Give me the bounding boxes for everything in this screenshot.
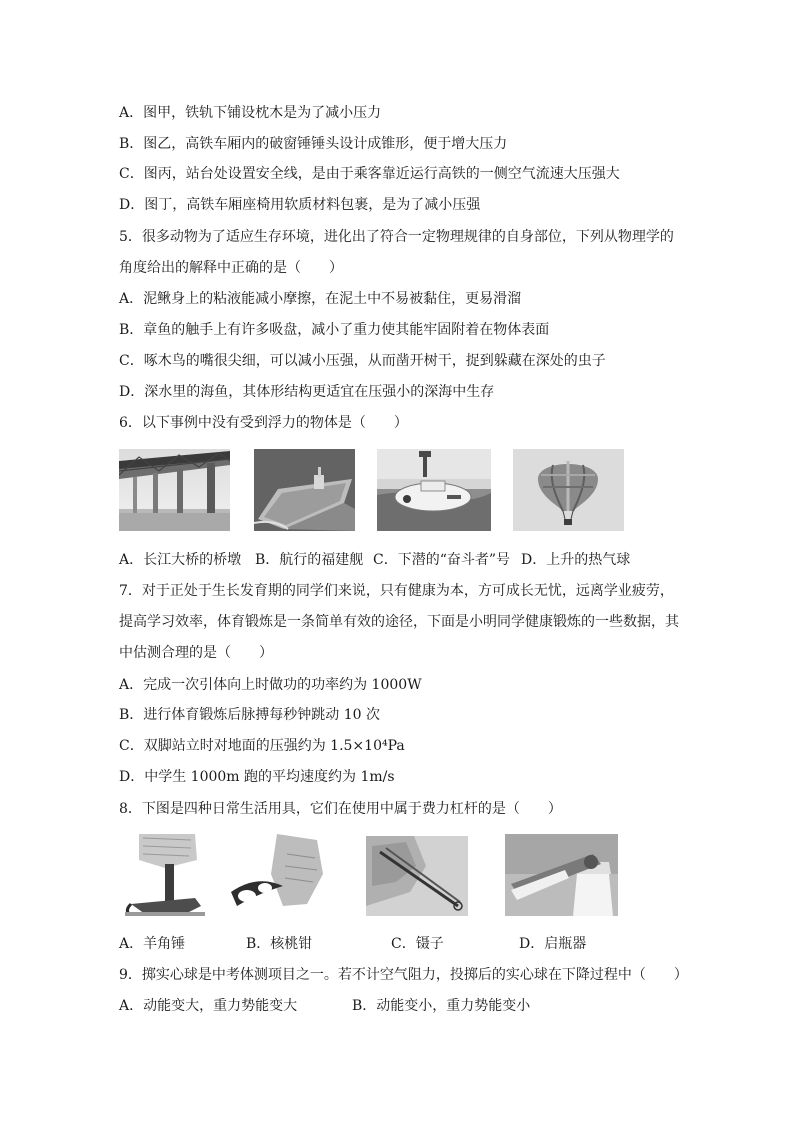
- q7-option-d: D．中学生 1000m 跑的平均速度约为 1m/s: [119, 769, 395, 785]
- q4-option-d: D．图丁，高铁车厢座椅用软质材料包裹，是为了减小压强: [119, 197, 481, 213]
- q7-option-b: B．进行体育锻炼后脉搏每秒钟跳动 10 次: [119, 707, 381, 723]
- claw-hammer-photo: [125, 834, 205, 916]
- q8-caption-c: C．镊子: [391, 936, 444, 952]
- bridge-pier-photo: [119, 449, 230, 531]
- q5-option-a: A．泥鳅身上的粘液能减小摩擦，在泥土中不易被黏住，更易滑溜: [119, 291, 522, 307]
- q8-stem: 8．下图是四种日常生活用具，它们在使用中属于费力杠杆的是（ ）: [119, 801, 562, 817]
- q9-option-b: B．动能变小，重力势能变小: [352, 998, 531, 1014]
- q6-caption-d: D．上升的热气球: [521, 552, 631, 568]
- q7-option-a: A．完成一次引体向上时做功的功率约为 1000W: [119, 677, 422, 693]
- q9-stem: 9．掷实心球是中考体测项目之一。若不计空气阻力，投掷后的实心球在下降过程中（ ）: [119, 967, 688, 983]
- q8-caption-a: A．羊角锤: [119, 936, 186, 952]
- q4-option-c: C．图丙，站台处设置安全线，是由于乘客靠近运行高铁的一侧空气流速大压强大: [119, 166, 620, 182]
- q5-option-d: D．深水里的海鱼，其体形结构更适宜在压强小的深海中生存: [119, 384, 495, 400]
- q6-caption-a: A．长江大桥的桥墩: [119, 552, 242, 568]
- q4-option-b: B．图乙，高铁车厢内的破窗锤锤头设计成锥形，便于增大压力: [119, 136, 508, 152]
- q8-caption-d: D．启瓶器: [519, 936, 587, 952]
- fendouzhe-submersible-photo: [377, 449, 491, 531]
- q5-option-c: C．啄木鸟的嘴很尖细，可以减小压强，从而凿开树干，捉到躲藏在深处的虫子: [119, 353, 606, 369]
- q6-caption-c: C．下潜的“奋斗者”号: [373, 552, 511, 568]
- q7-stem-line1: 7．对于正处于生长发育期的同学们来说，只有健康为本，方可成长无忧，远离学业疲劳，: [119, 583, 674, 599]
- walnut-cracker-photo: [227, 834, 331, 916]
- q4-option-a: A．图甲，铁轨下铺设枕木是为了减小压力: [119, 105, 382, 121]
- q8-caption-b: B．核桃钳: [246, 936, 313, 952]
- hot-air-balloon-photo: [513, 449, 624, 531]
- q7-stem-line3: 中估测合理的是（ ）: [119, 645, 273, 661]
- q5-option-b: B．章鱼的触手上有许多吸盘，减小了重力使其能牢固附着在物体表面: [119, 322, 550, 338]
- q6-caption-b: B．航行的福建舰: [255, 552, 364, 568]
- q9-option-a: A．动能变大，重力势能变大: [119, 998, 298, 1014]
- q6-stem: 6．以下事例中没有受到浮力的物体是（ ）: [119, 415, 408, 431]
- aircraft-carrier-photo: [254, 449, 355, 531]
- tweezers-photo: [366, 836, 468, 916]
- bottle-opener-photo: [505, 834, 618, 916]
- q5-stem-line2: 角度给出的解释中正确的是（ ）: [119, 260, 343, 276]
- q5-stem-line1: 5．很多动物为了适应生存环境，进化出了符合一定物理规律的自身部位，下列从物理学的: [119, 229, 674, 245]
- q7-option-c: C．双脚站立时对地面的压强约为 1.5×10⁴Pa: [119, 738, 405, 754]
- q7-stem-line2: 提高学习效率，体育锻炼是一条简单有效的途径，下面是小明同学健康锻炼的一些数据，其: [119, 614, 679, 630]
